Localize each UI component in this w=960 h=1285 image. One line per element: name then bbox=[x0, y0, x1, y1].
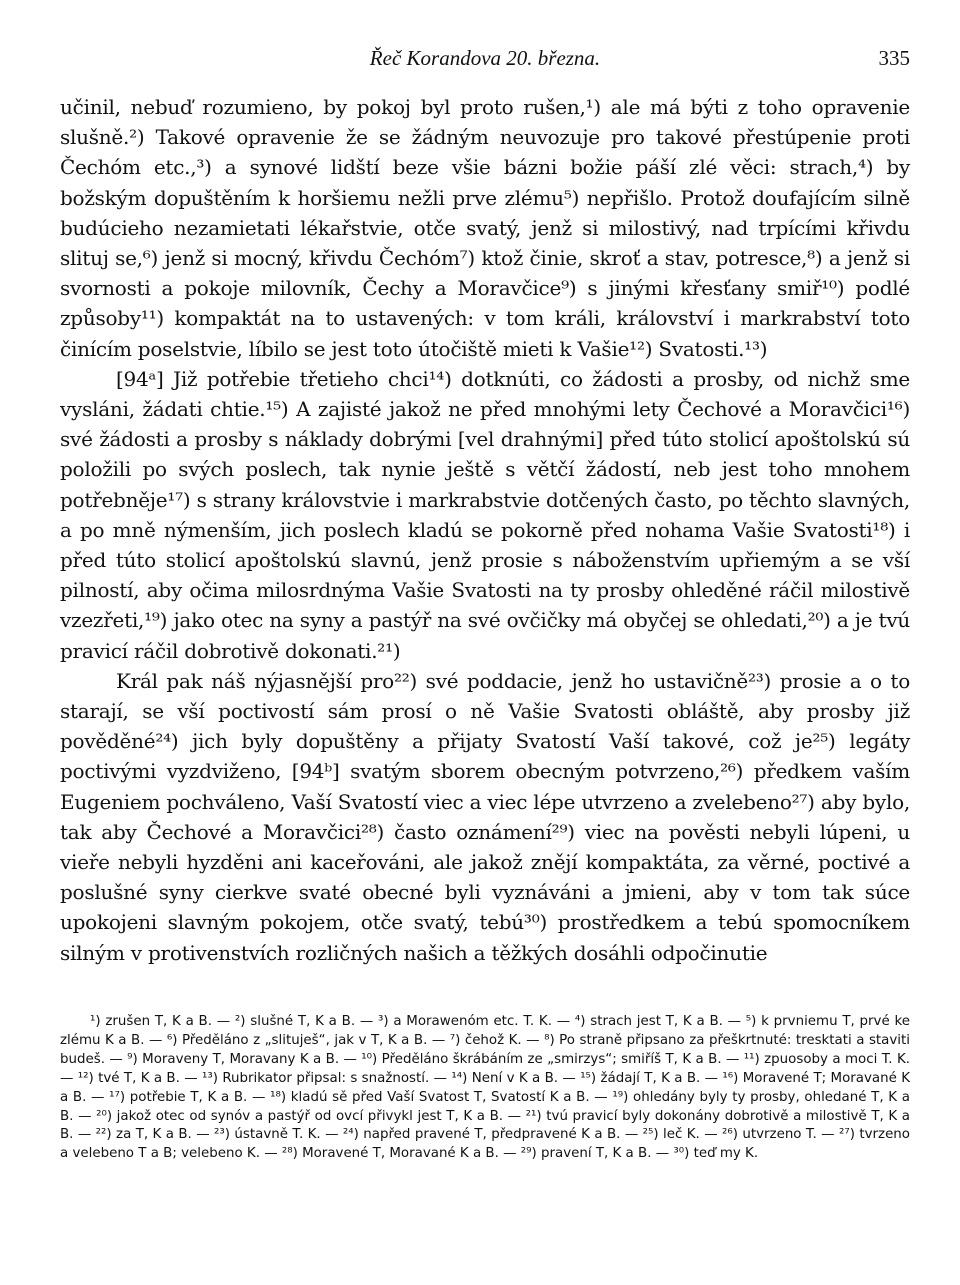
page-number: 335 bbox=[878, 46, 910, 70]
page-header bbox=[60, 46, 910, 72]
paragraph: Král pak náš nýjasnější pro²²) své poddacie, jenž ho ustavičně²³) prosie a o to starají, se vší poctivostí sám prosí o ně Vašie Svatosti obláště, aby prosby již pověděné²⁴) jich byly dopuštěny a přijaty Svatostí Vaší takové, což je²⁵) legáty poctivými vyzdviženo, [94ᵇ] svatým sborem obecným potvrzeno,²⁶) předkem vaším Eugeniem pochváleno, Vaší Svatostí viec a viec lépe utvrzeno a zvelebeno²⁷) aby bylo, tak aby Čechové a Moravčici²⁸) často oznámení²⁹) viec na pověsti nebyli lúpeni, u vieře nebyli hyzděni ani kaceřováni, ale jakož znějí kompaktáta, za věrné, poctivé a poslušné syny cierkve svaté obecné byli vyznáváni a jmieni, aby v tom tak súce upokojeni slavným pokojem, otče svatý, tebú³⁰) prostředkem a tebú spomocníkem silným v protivenstvích rozličných našich a těžkých dosáhli odpočinutie bbox=[60, 668, 910, 965]
paragraph: učinil, nebuď rozumieno, by pokoj byl proto rušen,¹) ale má býti z toho opravenie slušně.²) Takové opravenie že se žádným neuvozuje pro takové přestúpenie proti Čechóm etc.,³) a synové lidští beze všie bázni božie páší zlé věci: strach,⁴) by božským dopuštěním k horšiemu nežli prve zlému⁵) nepřišlo. Protož doufajícím silně budúcieho nezamietati lékařstvie, otče svatý, jenž si milostivý, nad trpícími křivdu slituj se,⁶) jenž si mocný, křivdu Čechóm⁷) ktož činie, skroť a stav, potresce,⁸) a jenž si svornosti a pokoje milovník, Čechy a Moravčice⁹) s jinými křesťany smiř¹⁰) podlé způsoby¹¹) kompaktát na to ustavených: v tom králi, království i markrabství toto činícím poselstvie, líbilo se jest toto útočiště mieti k Vašie¹²) Svatosti.¹³) bbox=[60, 95, 910, 361]
footnote-text: ¹) zrušen T, K a B. — ²) slušné T, K a B. — ³) a Morawenóm etc. T. K. — ⁴) strach jest T, K a B. — ⁵) k prvniemu T, prvé ke zlému K a B. — ⁶) Předěláno z „slituješ“, jak v T, K a B. — ⁷) čehož K. — ⁸) Po straně připsano za přeškrtnuté: tresktati a staviti budeš. — ⁹) Moraveny T, Moravany K a B. — ¹⁰) Předěláno škrábáním ze „smirzys“; smiříš T, K a B. — ¹¹) zpuosoby a moci T. K. — ¹²) tvé T, K a B. — ¹³) Rubrikator připsal: s snažností. — ¹⁴) Není v K a B. — ¹⁵) žádají T, K a B. — ¹⁶) Moravené T; Moravané K a B. — ¹⁷) potřebie T, K a B. — ¹⁸) kladú sě před Vaší Svatost T, Svatostí K a B. — ¹⁹) ohledány byly ty prosby, ohledané T, K a B. — ²⁰) jakož otec od synóv a pastýř od ovcí přivykl jest T, K a B. — ²¹) tvú pravicí byly dokonány dobrotivě a milostivě T, K a B. — ²²) za T, K a B. — ²³) ústavně T. K. — ²⁴) napřed pravené T, předpravené K a B. — ²⁵) leč K. — ²⁶) utvrzeno T. — ²⁷) tvrzeno a velebeno T a B; velebeno K. — ²⁸) Moravené T, Moravané K a B. — ²⁹) pravení T, K a B. — ³⁰) teď my K. bbox=[60, 1014, 910, 1162]
main-text bbox=[60, 92, 910, 968]
footnotes bbox=[60, 1013, 910, 1164]
running-title: Řeč Korandova 20. března. bbox=[369, 46, 601, 70]
paragraph: [94ᵃ] Již potřebie třetieho chci¹⁴) dotknúti, co žádosti a prosby, od nichž sme vysláni, žádati chtie.¹⁵) A zajisté jakož ne před mnohými lety Čechové a Moravčici¹⁶) své žádosti a prosby s náklady dobrými [vel drahnými] před túto stolicí apoštolskú sú položili po svých poslech, tak nynie ještě s větčí žádostí, neb jest toho mnohem potřebněje¹⁷) s strany královstvie i markrabstvie dotčených často, po těchto slavných, a po mně nýmenším, jich poslech kladú se pokorně před nohama Vašie Svatosti¹⁸) i před túto stolicí apoštolskú slavnú, jenž prosie s náboženstvím upřiemým a se vší pilností, aby očima milosrdnýma Vašie Svatosti na ty prosby ohleděné ráčil milostivě vzezřeti,¹⁹) jako otec na syny a pastýř na své ovčičky má obyčej se ohledati,²⁰) a je tvú pravicí ráčil dobrotivě dokonati.²¹) bbox=[60, 366, 910, 663]
